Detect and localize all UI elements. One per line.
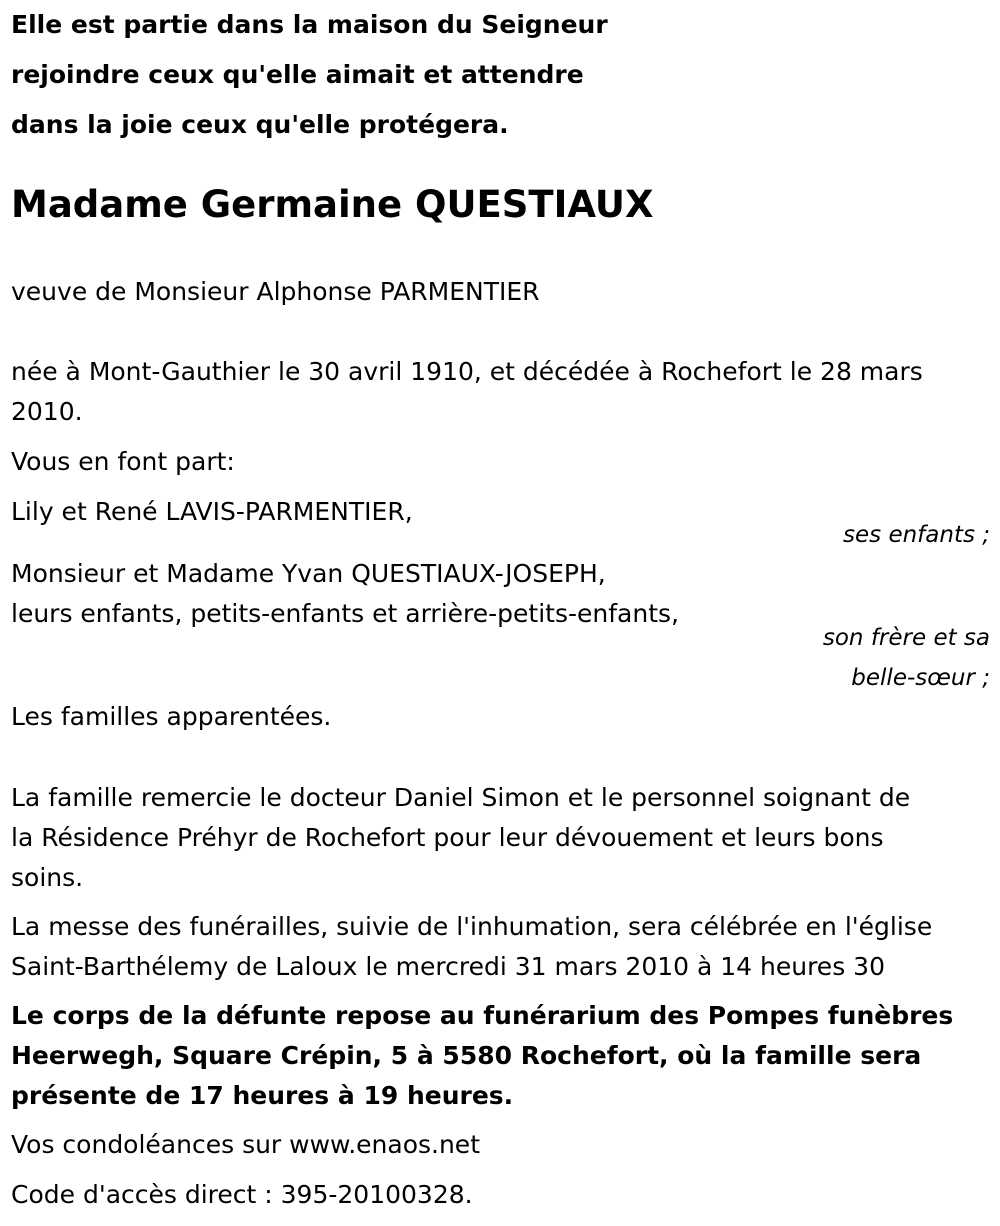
epitaph-line-2: rejoindre ceux qu'elle aimait et attendre (11, 60, 584, 89)
family-children: Lily et René LAVIS-PARMENTIER, (11, 497, 413, 526)
viewing-paragraph (11, 996, 953, 1116)
epitaph (11, 0, 608, 150)
epitaph-line-1: Elle est partie dans la maison du Seigneur (11, 10, 608, 39)
viewing-line-2: Heerwegh, Square Crépin, 5 à 5580 Rochefort, où la famille sera (11, 1041, 922, 1070)
thanks-line-1: La famille remercie le docteur Daniel Simon et le personnel soignant de (11, 783, 911, 812)
family-brother-relation-line-1: son frère et sa (822, 625, 990, 651)
thanks-line-3: soins. (11, 863, 84, 892)
family-brother-line-2: leurs enfants, petits-enfants et arrière-petits-enfants, (11, 599, 679, 628)
family-brother (11, 554, 679, 634)
deceased-name: Madame Germaine QUESTIAUX (11, 183, 654, 226)
dates-line-1: née à Mont-Gauthier le 30 avril 1910, et décédée à Rochefort le 28 mars (11, 357, 923, 386)
family-brother-relation-line-2: belle-sœur ; (851, 665, 990, 691)
related-families: Les familles apparentées. (11, 702, 332, 731)
thanks-paragraph (11, 778, 910, 898)
family-children-relation: ses enfants ; (843, 522, 990, 548)
thanks-line-2: la Résidence Préhyr de Rochefort pour leur dévouement et leurs bons (11, 823, 884, 852)
service-line-2: Saint-Barthélemy de Laloux le mercredi 31 mars 2010 à 14 heures 30 (11, 952, 885, 981)
spouse-line: veuve de Monsieur Alphonse PARMENTIER (11, 277, 540, 306)
viewing-line-1: Le corps de la défunte repose au funérarium des Pompes funèbres (11, 1001, 954, 1030)
dates-line-2: 2010. (11, 397, 83, 426)
service-paragraph (11, 907, 932, 987)
birth-death-dates (11, 352, 923, 432)
access-code-line: Code d'accès direct : 395-20100328. (11, 1180, 473, 1209)
epitaph-line-3: dans la joie ceux qu'elle protégera. (11, 110, 509, 139)
condolences-line: Vos condoléances sur www.enaos.net (11, 1130, 480, 1159)
family-brother-relation (823, 618, 990, 698)
announcement-intro: Vous en font part: (11, 447, 235, 476)
service-line-1: La messe des funérailles, suivie de l'inhumation, sera célébrée en l'église (11, 912, 933, 941)
family-brother-line-1: Monsieur et Madame Yvan QUESTIAUX-JOSEPH, (11, 559, 606, 588)
viewing-line-3: présente de 17 heures à 19 heures. (11, 1081, 514, 1110)
